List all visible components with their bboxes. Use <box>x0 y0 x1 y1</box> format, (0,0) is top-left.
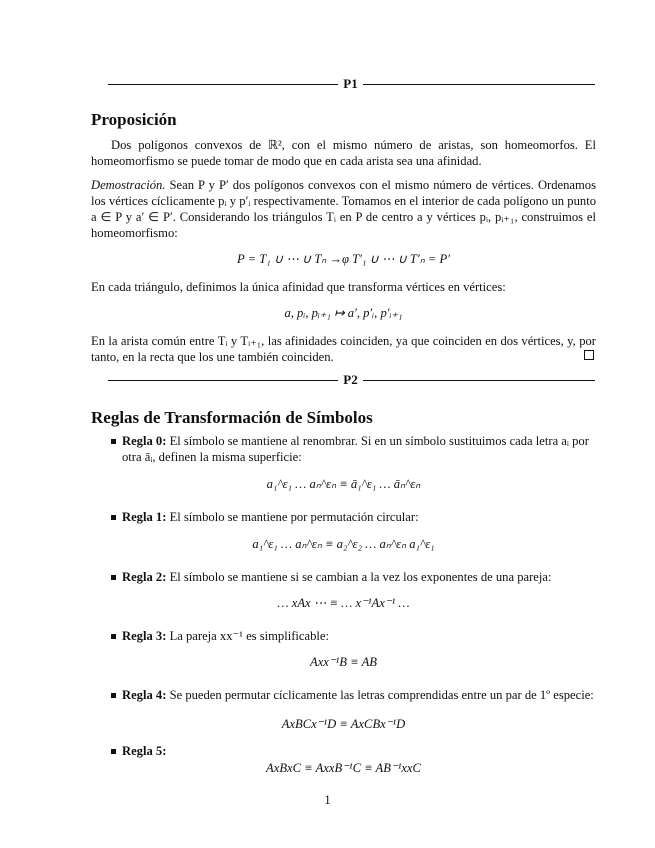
bullet <box>111 749 116 754</box>
bullet <box>111 439 116 444</box>
rule-1 <box>122 509 596 525</box>
rule-4-text: Se pueden permutar cíclicamente las letras comprendidas entre un par de 1º especie: <box>166 688 594 702</box>
rule-0-equation: a₁^ε₁ … aₙ^εₙ ≡ ā₁^ε₁ … āₙ^εₙ <box>266 477 421 491</box>
bullet <box>111 515 116 520</box>
rule-5-label: Regla 5: <box>122 744 167 758</box>
proposition-heading: Proposición <box>91 110 177 129</box>
rule-3-text: La pareja xx⁻¹ es simplificable: <box>166 629 329 643</box>
proof-paragraph <box>91 177 596 241</box>
rule-3-label: Regla 3: <box>122 629 167 643</box>
homeomorphism-equation: P = T₁ ∪ ⋯ ∪ Tₙ →φ T′₁ ∪ ⋯ ∪ T′ₙ = P′ <box>237 252 450 266</box>
rule-0-text: El símbolo se mantiene al renombrar. Si en un símbolo sustituimos cada letra aᵢ por otra āᵢ, definen la misma superficie: <box>122 434 589 464</box>
p1-label: P1 <box>343 76 358 91</box>
rule-4-equation: AxBCx⁻¹D ≡ AxCBx⁻¹D <box>281 717 406 731</box>
rule-4 <box>122 687 596 703</box>
rule-2-text: El símbolo se mantiene si se cambian a la vez los exponentes de una pareja: <box>166 570 552 584</box>
p2-separator <box>108 373 595 387</box>
rule-3 <box>122 628 596 644</box>
proof-text: Sean P y P′ dos polígonos convexos con el mismo número de vértices. Ordenamos los vértices cíclicamente pᵢ y p′ᵢ respectivamente. Tomamos en el interior de cada polígono un punto a ∈ P y a′ ∈ P′. Considerando los triángulos Tᵢ en P de centro a y vértices pᵢ, pᵢ₊₁, construimos el homeomorfismo: <box>91 178 596 240</box>
rule-2 <box>122 569 596 585</box>
bullet <box>111 693 116 698</box>
rule-0 <box>122 433 596 465</box>
rule-1-equation: a₁^ε₁ … aₙ^εₙ ≡ a₂^ε₂ … aₙ^εₙ a₁^ε₁ <box>252 537 435 551</box>
triangle-affinity-text: En cada triángulo, definimos la única afinidad que transforma vértices en vértices: <box>91 280 506 294</box>
rule-1-label: Regla 1: <box>122 510 167 524</box>
proof-label: Demostración. <box>91 178 166 192</box>
rule-5 <box>122 743 596 759</box>
p2-label: P2 <box>343 372 358 387</box>
rule-1-text: El símbolo se mantiene por permutación circular: <box>166 510 419 524</box>
rules-heading: Reglas de Transformación de Símbolos <box>91 408 373 427</box>
rule-0-label: Regla 0: <box>122 434 167 448</box>
rule-5-equation: AxBxC ≡ AxxB⁻¹C ≡ AB⁻¹xxC <box>266 761 421 775</box>
page-number: 1 <box>324 792 331 807</box>
rule-2-equation: … xAx ⋯ ≡ … x⁻¹Ax⁻¹ … <box>277 596 410 610</box>
p1-separator <box>108 77 595 91</box>
rule-2-label: Regla 2: <box>122 570 167 584</box>
common-edge-text: En la arista común entre Tᵢ y Tᵢ₊₁, las afinidades coinciden, ya que coinciden en dos vértices, y, por tanto, en la recta que los une también coinciden. <box>91 334 596 364</box>
rule-4-label: Regla 4: <box>122 688 167 702</box>
bullet <box>111 634 116 639</box>
bullet <box>111 575 116 580</box>
proposition-text: Dos polígonos convexos de ℝ², con el mismo número de aristas, son homeomorfos. El homeomorfismo se puede tomar de modo que en cada arista sea una afinidad. <box>91 138 596 168</box>
affinity-map-equation: a, pᵢ, pᵢ₊₁ ↦ a′, p′ᵢ, p′ᵢ₊₁ <box>284 306 403 320</box>
qed-square <box>584 350 594 360</box>
rule-3-equation: Axx⁻¹B ≡ AB <box>310 655 377 669</box>
